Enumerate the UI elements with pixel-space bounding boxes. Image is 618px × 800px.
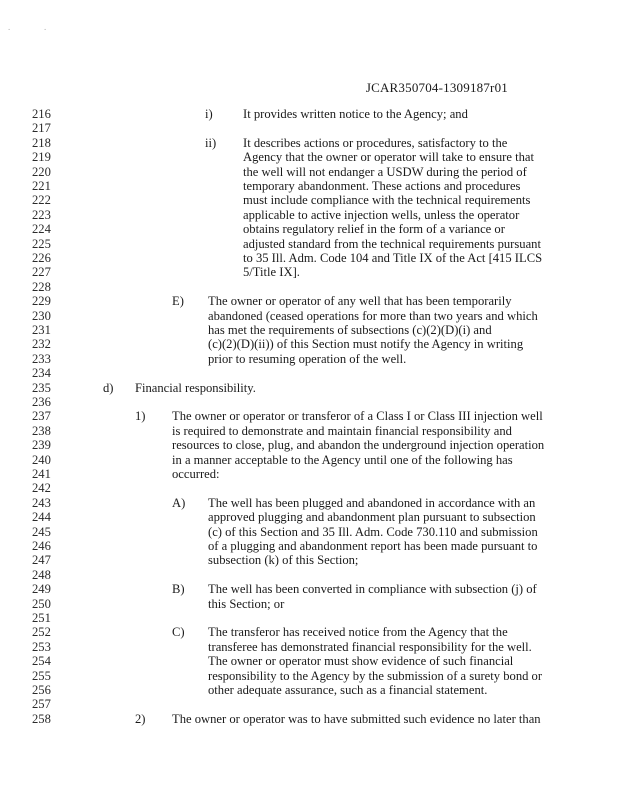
list-label: i) (205, 107, 213, 121)
line-number: 233 (32, 351, 51, 366)
document-line (0, 712, 618, 726)
document-line (0, 525, 618, 539)
line-text: The owner or operator was to have submitted such evidence no later than (172, 711, 541, 726)
line-text: prior to resuming operation of the well. (208, 351, 407, 366)
line-number: 231 (32, 323, 51, 337)
line-text: adjusted standard from the technical requirements pursuant (243, 236, 541, 251)
document-line (0, 496, 618, 510)
line-number: 256 (32, 683, 51, 697)
line-number: 250 (32, 596, 51, 611)
document-line (0, 294, 618, 308)
document-line (0, 597, 618, 611)
line-text: The owner or operator of any well that has been temporarily (208, 294, 512, 309)
line-number: 238 (32, 423, 51, 438)
document-line (0, 323, 618, 337)
line-text: (c) of this Section and 35 Ill. Adm. Code 730.110 and submission (208, 524, 538, 539)
line-text: approved plugging and abandonment plan pursuant to subsection (208, 510, 536, 525)
line-text: this Section; or (208, 596, 285, 611)
document-line (0, 309, 618, 323)
list-label: 2) (135, 711, 146, 726)
document-line (0, 179, 618, 193)
line-number: 237 (32, 409, 51, 424)
document-line (0, 251, 618, 265)
document-line (0, 467, 618, 481)
document-line (0, 697, 618, 711)
document-line (0, 640, 618, 654)
line-number: 242 (32, 481, 51, 496)
line-number: 230 (32, 308, 51, 323)
line-text: 5/Title IX]. (243, 265, 300, 280)
list-label: B) (172, 582, 185, 597)
line-text: The transferor has received notice from the Agency that the (208, 625, 508, 640)
line-number: 251 (32, 611, 51, 625)
line-number: 239 (32, 438, 51, 453)
line-number: 235 (32, 380, 51, 395)
document-line (0, 568, 618, 582)
line-number: 244 (32, 510, 51, 525)
document-line (0, 337, 618, 351)
line-text: obtains regulatory relief in the form of a variance or (243, 222, 505, 237)
line-number: 219 (32, 150, 51, 165)
line-number: 216 (32, 107, 51, 121)
document-line (0, 136, 618, 150)
line-number: 225 (32, 236, 51, 251)
line-number: 228 (32, 279, 51, 294)
line-number: 247 (32, 553, 51, 568)
document-line (0, 165, 618, 179)
line-number: 221 (32, 179, 51, 193)
line-number: 258 (32, 711, 51, 726)
line-number: 223 (32, 207, 51, 222)
line-text: is required to demonstrate and maintain financial responsibility and (172, 423, 512, 438)
line-number: 240 (32, 452, 51, 467)
line-number: 246 (32, 539, 51, 553)
list-label: ii) (205, 135, 217, 150)
document-line (0, 107, 618, 121)
line-number: 252 (32, 625, 51, 640)
line-text: has met the requirements of subsections (c)(2)(D)(i) and (208, 323, 492, 337)
line-number: 249 (32, 582, 51, 597)
line-number: 248 (32, 567, 51, 582)
document-line (0, 395, 618, 409)
line-text: the well will not endanger a USDW during the period of (243, 164, 527, 179)
line-number: 232 (32, 337, 51, 352)
document-line (0, 280, 618, 294)
document-line (0, 222, 618, 236)
line-number: 236 (32, 395, 51, 409)
line-text: The owner or operator must show evidence of such financial (208, 654, 514, 669)
line-text: Financial responsibility. (135, 380, 256, 395)
list-label: E) (172, 294, 184, 309)
line-text: responsibility to the Agency by the submission of a surety bond or (208, 668, 543, 683)
document-line (0, 539, 618, 553)
line-number: 234 (32, 366, 51, 381)
document-line (0, 481, 618, 495)
line-text: resources to close, plug, and abandon the underground injection operation (172, 438, 545, 453)
line-number: 254 (32, 654, 51, 669)
line-number: 229 (32, 294, 51, 309)
line-number: 220 (32, 164, 51, 179)
scan-mark: . (8, 22, 11, 32)
line-text: The well has been plugged and abandoned in accordance with an (208, 495, 536, 510)
line-text: It describes actions or procedures, satisfactory to the (243, 135, 508, 150)
line-number: 227 (32, 265, 51, 280)
document-line (0, 150, 618, 164)
line-text: in a manner acceptable to the Agency until one of the following has (172, 452, 513, 467)
list-label: 1) (135, 409, 146, 424)
document-line (0, 625, 618, 639)
line-text: must include compliance with the technical requirements (243, 193, 531, 208)
line-number: 257 (32, 697, 51, 712)
document-line (0, 683, 618, 697)
document-line (0, 208, 618, 222)
line-number: 217 (32, 121, 51, 136)
document-line (0, 381, 618, 395)
line-text: occurred: (172, 467, 220, 481)
document-line (0, 237, 618, 251)
document-line (0, 265, 618, 279)
line-number: 243 (32, 495, 51, 510)
document-line (0, 352, 618, 366)
line-text: applicable to active injection wells, unless the operator (243, 207, 520, 222)
line-text: It provides written notice to the Agency; and (243, 107, 468, 121)
line-text: The well has been converted in compliance with subsection (j) of (208, 582, 537, 597)
document-line (0, 669, 618, 683)
line-text: subsection (k) of this Section; (208, 553, 359, 568)
line-text: Agency that the owner or operator will take to ensure that (243, 150, 534, 165)
document-line (0, 453, 618, 467)
line-number: 218 (32, 135, 51, 150)
document-line (0, 438, 618, 452)
line-text: (c)(2)(D)(ii)) of this Section must notify the Agency in writing (208, 337, 524, 352)
scan-mark: . (44, 22, 47, 32)
line-text: other adequate assurance, such as a financial statement. (208, 683, 488, 697)
document-line (0, 611, 618, 625)
document-line (0, 424, 618, 438)
list-label: A) (172, 495, 186, 510)
document-line (0, 366, 618, 380)
line-number: 224 (32, 222, 51, 237)
line-text: temporary abandonment. These actions and procedures (243, 179, 521, 193)
list-label: C) (172, 625, 185, 640)
line-number: 241 (32, 467, 51, 481)
document-line (0, 409, 618, 423)
line-text: The owner or operator or transferor of a Class I or Class III injection well (172, 409, 543, 424)
line-text: to 35 Ill. Adm. Code 104 and Title IX of the Act [415 ILCS (243, 251, 543, 265)
line-number: 253 (32, 639, 51, 654)
line-text: of a plugging and abandonment report has been made pursuant to (208, 539, 538, 553)
document-line (0, 193, 618, 207)
document-id: JCAR350704-1309187r01 (365, 80, 508, 95)
list-label: d) (103, 380, 114, 395)
document-line (0, 582, 618, 596)
line-number: 245 (32, 524, 51, 539)
document-line (0, 510, 618, 524)
document-line (0, 654, 618, 668)
document-line (0, 121, 618, 135)
line-text: transferee has demonstrated financial responsibility for the well. (208, 639, 532, 654)
line-number: 226 (32, 251, 51, 265)
line-text: abandoned (ceased operations for more than two years and which (208, 308, 538, 323)
document-line (0, 553, 618, 567)
line-number: 255 (32, 668, 51, 683)
line-number: 222 (32, 193, 51, 208)
